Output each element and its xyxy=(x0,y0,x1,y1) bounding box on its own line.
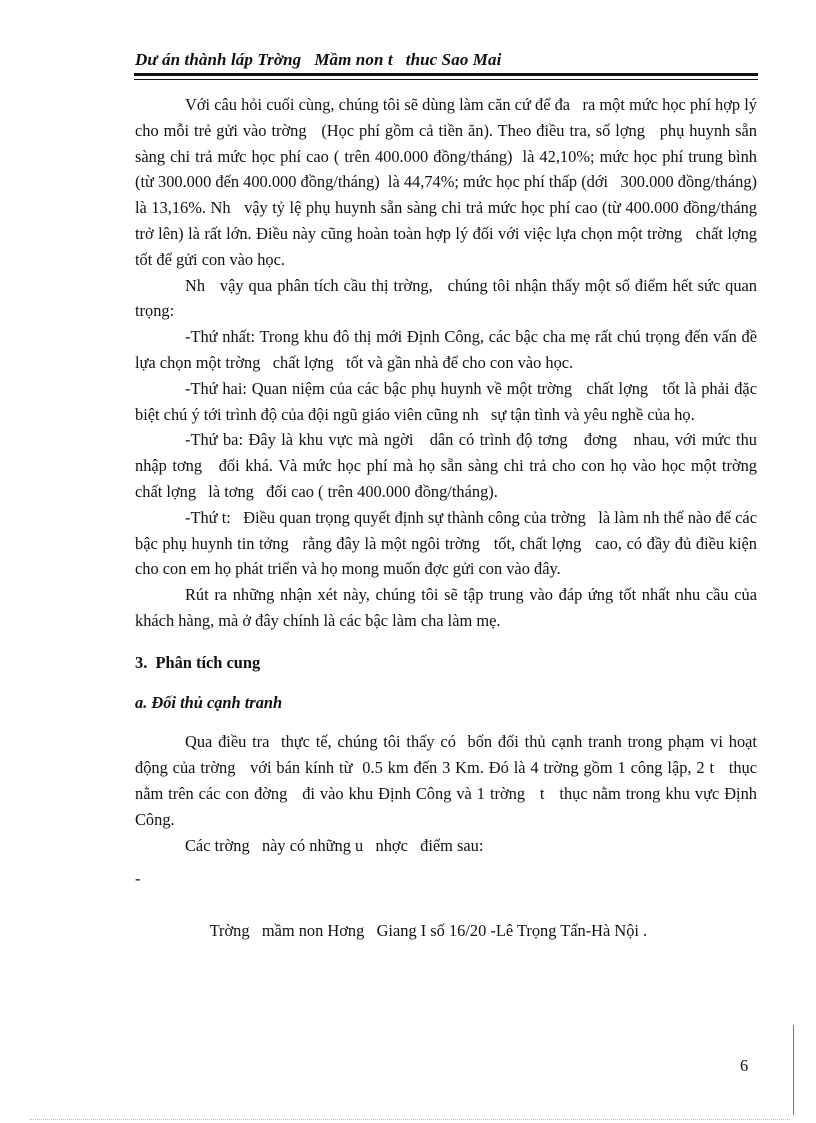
header-rule-thin xyxy=(134,79,758,80)
paragraph-competitors: Qua điều tra thực tế, chúng tôi thấy có bốn đối thủ cạnh tranh trong phạm vi hoạt động của trờng với bán kính từ 0.5 km đến 3 Km. Đó là 4 trờng gồm 1 công lập, 2 t thục nằm trên các con đờng đi vào khu Định Công và 1 trờng t thục nằm trong khu vực Định Công. xyxy=(135,732,766,829)
header-rule-thick xyxy=(134,73,758,76)
bullet-text: Trờng mầm non Hơng Giang I số 16/20 -Lê Trọng Tấn-Hà Nội . xyxy=(209,920,648,940)
page-body xyxy=(135,92,770,970)
footer-vertical-rule xyxy=(793,1025,794,1115)
page-number: 6 xyxy=(740,1056,749,1075)
list-item xyxy=(135,866,757,969)
paragraph-pros-cons: Các trờng này có những u nhợc điểm sau: xyxy=(185,835,484,855)
paragraph-point-first: -Thứ nhất: Trong khu đô thị mới Định Công, các bậc cha mẹ rất chú trọng đến vấn đề lựa chọn một trờng chất lợng tốt và gần nhà để cho con vào học. xyxy=(135,327,762,372)
subsection-heading: a. Đối thủ cạnh tranh xyxy=(135,692,283,712)
paragraph-point-third: -Thứ ba: Đây là khu vực mà ngời dân có trình độ tơng đơng nhau, với mức thu nhập tơng đối khá. Và mức học phí mà họ sẵn sàng chi trả cho con họ vào học một trờng chất lợng là tơng đối cao ( trên 400.000 đồng/tháng). xyxy=(135,430,770,501)
paragraph-tuition-survey: Với câu hỏi cuối cùng, chúng tôi sẽ dùng làm căn cứ để đa ra một mức học phí hợp lý cho mỗi trẻ gửi vào trờng (Học phí gồm cả tiền ăn). Theo điều tra, số lợng phụ huynh sẵn sàng chi trả mức học phí cao ( trên 400.000 đồng/tháng) là 42,10%; mức học phí trung bình (từ 300.000 đến 400.000 đồng/tháng) là 44,74%; mức học phí thấp (dới 300.000 đồng/tháng) là 13,16%. Nh vậy tỷ lệ phụ huynh sẵn sàng chi trả mức học phí cao (từ 400.000 đồng/tháng trở lên) là rất lớn. Điều này cũng hoàn toàn hợp lý đối với việc lựa chọn một trờng chất lợng tốt để gửi con vào học. xyxy=(135,95,770,269)
paragraph-conclusion: Rút ra những nhận xét này, chúng tôi sẽ tập trung vào đáp ứng tốt nhất nhu cầu của khách hàng, mà ở đây chính là các bậc làm cha làm mẹ. xyxy=(135,585,762,630)
section-heading: 3. Phân tích cung xyxy=(135,652,261,672)
bullet-mark: - xyxy=(135,869,141,889)
paragraph-point-second: -Thứ hai: Quan niệm của các bậc phụ huynh về một trờng chất lợng tốt là phải đặc biệt chú ý tới trình độ của đội ngũ giáo viên cũng nh sự tận tình và yêu nghề của họ. xyxy=(135,378,762,424)
paragraph-point-fourth: -Thứ t: Điều quan trọng quyết định sự thành công của trờng là làm nh thế nào để các bậc phụ huynh tin tởng rằng đây là một ngôi trờng tốt, chất lợng cao, có đầy đủ điều kiện cho con em họ phát triển và họ mong muốn đợc gửi con vào đây. xyxy=(135,507,762,579)
running-header-title: Dư án thành láp Trờng Mầm non t thuc Sao Mai xyxy=(135,50,502,69)
paragraph-market-analysis: Nh vậy qua phân tích cầu thị trờng, chúng tôi nhận thấy một số điểm hết sức quan trọng: xyxy=(135,275,762,321)
page-bottom-dotted-line xyxy=(30,1119,790,1120)
